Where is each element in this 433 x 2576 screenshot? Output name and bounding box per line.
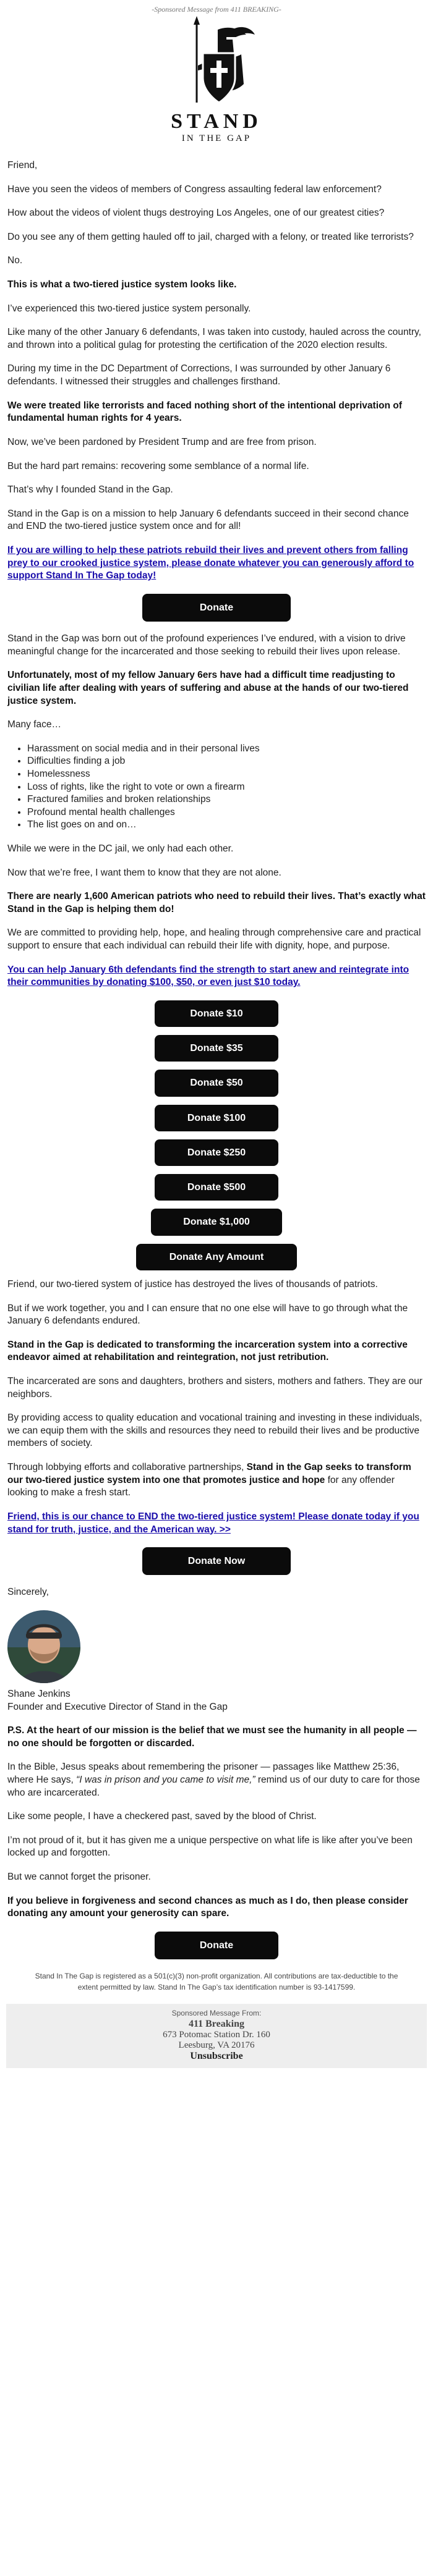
paragraph: How about the videos of violent thugs destroying Los Angeles, one of our greatest cities? xyxy=(7,208,385,219)
paragraph: Stand in the Gap is on a mission to help January 6 defendants succeed in their second chance and END the two-tiered justice system once and for all! xyxy=(7,508,409,532)
list-item: • Loss of rights, like the right to vote or own a firearm xyxy=(27,781,426,794)
donate-1000-button[interactable]: Donate $1,000 xyxy=(151,1209,282,1235)
list-item: • Difficulties finding a job xyxy=(27,755,426,768)
paragraph: We are committed to providing help, hope, and healing through comprehensive care and practical support to ensure that each individual can rebuild their life with dignity, hope, and purpose. xyxy=(7,927,421,952)
text-run: Through lobbying efforts and collaborative partnerships, xyxy=(7,1462,247,1473)
paragraph xyxy=(7,1761,426,1799)
bold-paragraph: This is what a two-tiered justice system looks like. xyxy=(7,279,237,290)
sponsor-address-line2: Leesburg, VA 20176 xyxy=(178,2040,255,2051)
bold-paragraph: If you believe in forgiveness and second chances as much as I do, then please consider donating any amount your generosity can spare. xyxy=(7,1895,408,1919)
bold-paragraph: Stand in the Gap is dedicated to transforming the incarceration system into a corrective endeavor aimed at rehabilitation and reintegration, not just retribution. xyxy=(7,1339,408,1363)
text-run: In the Bible, Jesus speaks about remembering the prisoner — passages like Matthew 25:36, where He says, xyxy=(7,1762,400,1786)
paragraph: Do you see any of them getting hauled off to jail, charged with a felony, or treated like terrorists? xyxy=(7,231,414,242)
avatar xyxy=(7,1610,80,1683)
list-item: • Homelessness xyxy=(27,768,426,781)
paragraph: Like many of the other January 6 defendants, I was taken into custody, hauled across the country, and thrown into a political gulag for protesting the certification of the 2020 election results. xyxy=(7,327,421,350)
donate-link-2[interactable]: You can help January 6th defendants find the strength to start anew and reintegrate into their communities by donating $100, $50, or even just $10 today. xyxy=(7,964,409,988)
paragraph: Many face… xyxy=(7,719,62,730)
logo xyxy=(0,16,433,159)
paragraph: By providing access to quality education and vocational training and investing in these individuals, we can equip them with the skills and resources they need to rebuild their lives and be productive members of society. xyxy=(7,1413,422,1449)
signature-title: Founder and Executive Director of Stand in the Gap xyxy=(7,1701,228,1712)
paragraph: I’m not proud of it, but it has given me a unique perspective on what life is like after you’ve been locked up and forgotten. xyxy=(7,1835,413,1859)
sign-off: Sincerely, xyxy=(7,1587,49,1598)
sponsor-address-line1: 673 Potomac Station Dr. 160 xyxy=(163,2030,270,2040)
paragraph: I’ve experienced this two-tiered justice system personally. xyxy=(7,303,251,314)
postscript: P.S. At the heart of our mission is the belief that we must see the humanity in all people — no one should be forgotten or discarded. xyxy=(7,1725,417,1749)
paragraph: Friend, our two-tiered system of justice has destroyed the lives of thousands of patriots. xyxy=(7,1278,378,1290)
paragraph: Have you seen the videos of members of Congress assaulting federal law enforcement? xyxy=(7,184,382,195)
donate-500-button[interactable]: Donate $500 xyxy=(155,1174,278,1201)
donate-any-amount-button[interactable]: Donate Any Amount xyxy=(136,1244,297,1270)
sponsor-footer xyxy=(6,2004,427,2068)
sponsor-name: 411 Breaking xyxy=(189,2019,244,2030)
donate-50-button[interactable]: Donate $50 xyxy=(155,1070,278,1096)
donate-35-button[interactable]: Donate $35 xyxy=(155,1035,278,1062)
paragraph: But we cannot forget the prisoner. xyxy=(7,1872,151,1883)
bold-paragraph: There are nearly 1,600 American patriots who need to rebuild their lives. That’s exactly what Stand in the Gap is helping them do! xyxy=(7,891,426,914)
paragraph: Like some people, I have a checkered past, saved by the blood of Christ. xyxy=(7,1811,317,1822)
paragraph: While we were in the DC jail, we only had each other. xyxy=(7,843,234,854)
signature-name: Shane Jenkins xyxy=(7,1689,71,1699)
quote: “I was in prison and you came to visit me,” xyxy=(76,1775,255,1786)
donate-250-button[interactable]: Donate $250 xyxy=(155,1139,278,1166)
donate-button-final[interactable]: Donate xyxy=(155,1932,278,1959)
donate-amount-list xyxy=(7,1000,426,1270)
paragraph xyxy=(7,1461,426,1500)
list-item: • The list goes on and on… xyxy=(27,819,426,832)
donate-link-3[interactable]: Friend, this is our chance to END the two-tiered justice system! Please donate today if you stand for truth, justice, and the American way. >> xyxy=(7,1511,419,1535)
logo-title: STAND xyxy=(171,110,262,133)
list-item: • Harassment on social media and in their personal lives xyxy=(27,743,426,756)
list-item: • Fractured families and broken relationships xyxy=(27,793,426,806)
bold-text-run: Stand in the Gap seeks to transform our two-tiered justice system into one that promotes justice and hope xyxy=(7,1462,411,1485)
email-body xyxy=(0,159,433,1959)
knight-shield-icon xyxy=(173,16,260,109)
paragraph: No. xyxy=(7,255,23,266)
tax-disclaimer: Stand In The Gap is registered as a 501(c)(3) non-profit organization. All contributions are tax-deductible to the extent permitted by law. Stand In The Gap’s tax identification number is 93-1417599. xyxy=(35,1972,398,1992)
paragraph: Stand in the Gap was born out of the profound experiences I’ve endured, with a vision to drive meaningful change for the incarcerated and those seeking to rebuild their lives upon release. xyxy=(7,633,406,657)
text-run: for any offender looking to make a fresh start. xyxy=(7,1474,395,1498)
logo-subtitle: IN THE GAP xyxy=(181,133,252,143)
donate-button[interactable]: Donate xyxy=(142,594,291,622)
donate-100-button[interactable]: Donate $100 xyxy=(155,1105,278,1131)
unsubscribe-link[interactable]: Unsubscribe xyxy=(190,2051,243,2062)
hardship-list xyxy=(7,743,426,832)
paragraph: Now, we’ve been pardoned by President Trump and are free from prison. xyxy=(7,436,317,447)
donate-link-1[interactable]: If you are willing to help these patriots rebuild their lives and prevent others from falling prey to our crooked justice system, please donate whatever you can generously afford to support Stand In The Gap today! xyxy=(7,544,414,581)
paragraph: The incarcerated are sons and daughters, brothers and sisters, mothers and fathers. They are our neighbors. xyxy=(7,1376,422,1400)
bold-paragraph: We were treated like terrorists and faced nothing short of the intentional deprivation of fundamental human rights for 4 years. xyxy=(7,400,402,424)
avatar-photo xyxy=(7,1610,80,1683)
paragraph: But if we work together, you and I can ensure that no one else will have to go through what the January 6 defendants endured. xyxy=(7,1303,408,1327)
paragraph: But the hard part remains: recovering some semblance of a normal life. xyxy=(7,460,309,471)
text-run: remind us of our duty to care for those who are incarcerated. xyxy=(7,1775,420,1798)
greeting: Friend, xyxy=(7,160,38,171)
paragraph: Now that we’re free, I want them to know that they are not alone. xyxy=(7,867,281,878)
bold-paragraph: Unfortunately, most of my fellow January 6ers have had a difficult time readjusting to civilian life after dealing with years of suffering and abuse at the hands of our two-tiered justice system. xyxy=(7,670,409,706)
donate-now-button[interactable]: Donate Now xyxy=(142,1547,291,1575)
sponsored-banner: -Sponsored Message from 411 BREAKING- xyxy=(152,5,281,14)
sponsor-label: Sponsored Message From: xyxy=(171,2009,262,2018)
donate-10-button[interactable]: Donate $10 xyxy=(155,1000,278,1027)
list-item: • Profound mental health challenges xyxy=(27,806,426,819)
paragraph: That’s why I founded Stand in the Gap. xyxy=(7,484,173,496)
paragraph: During my time in the DC Department of Corrections, I was surrounded by other January 6 defendants. I witnessed their struggles and challenges firsthand. xyxy=(7,363,391,387)
